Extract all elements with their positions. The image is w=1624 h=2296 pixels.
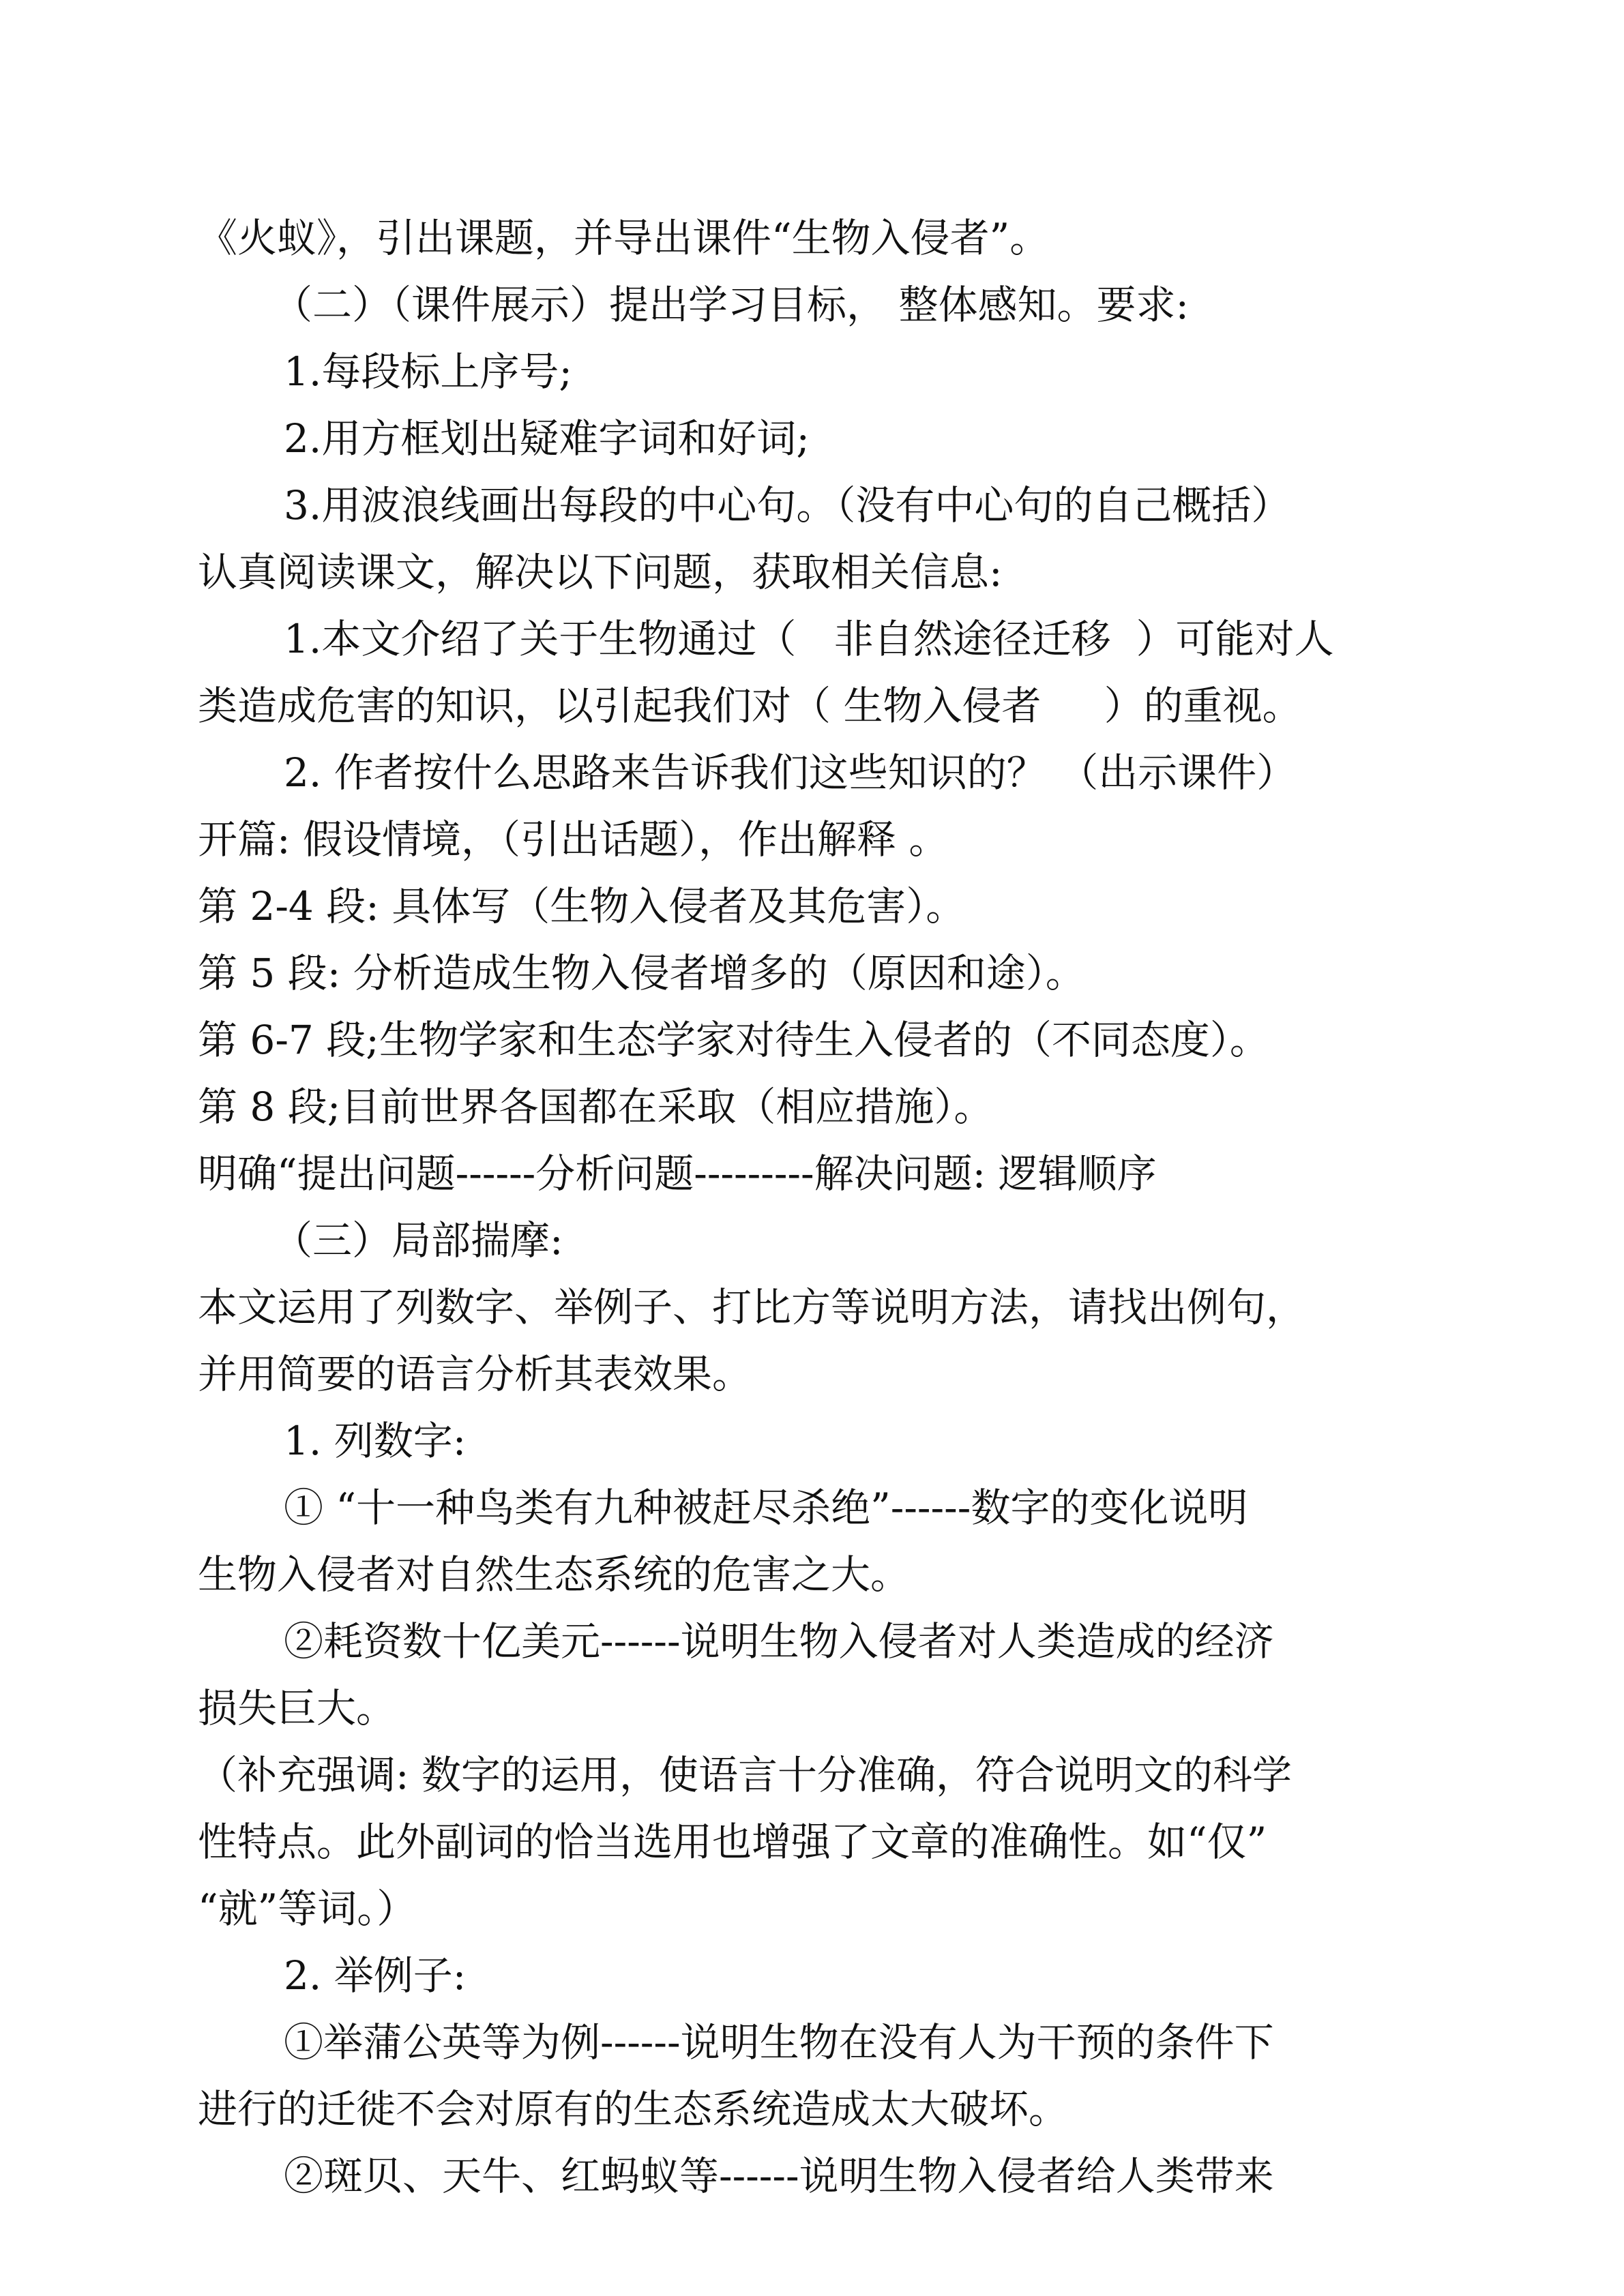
text-line: 1.每段标上序号; xyxy=(284,348,572,395)
text-line: 第 2-4 段: 具体写（生物入侵者及其危害）。 xyxy=(198,883,966,929)
text-line: 明确“提出问题------分析问题---------解决问题: 逻辑顺序 xyxy=(198,1150,1157,1197)
text-line: 类造成危害的知识，以引起我们对（ 生物入侵者 ）的重视。 xyxy=(198,683,1302,729)
text-line: 1. 列数字: xyxy=(284,1418,467,1464)
text-line: 认真阅读课文，解决以下问题，获取相关信息: xyxy=(198,549,1003,595)
text-line: 并用简要的语言分析其表效果。 xyxy=(198,1351,752,1397)
text-line: 2. 作者按什么思路来告诉我们这些知识的？ （出示课件） xyxy=(284,749,1297,796)
text-line: 开篇: 假设情境，（引出话题），作出解释 。 xyxy=(198,816,949,863)
text-line: 生物入侵者对自然生态系统的危害之大。 xyxy=(198,1551,911,1598)
text-line: 性特点。此外副词的恰当选用也增强了文章的准确性。如“仅” xyxy=(198,1819,1267,1865)
text-line: 2.用方框划出疑难字词和好词; xyxy=(284,415,810,462)
text-line: “就”等词。） xyxy=(198,1885,417,1932)
text-line: ②斑贝、天牛、红蚂蚁等------说明生物入侵者给人类带来 xyxy=(284,2153,1274,2199)
text-line: （三）局部揣摩: xyxy=(273,1217,563,1264)
document-body xyxy=(198,205,1460,2209)
text-line: 本文运用了列数字、举例子、打比方等说明方法，请找出例句， xyxy=(198,1284,1306,1330)
text-line: 第 6-7 段;生物学家和生态学家对待生入侵者的（不同态度）。 xyxy=(198,1017,1269,1063)
text-line: 第 5 段: 分析造成生物入侵者增多的（原因和途）。 xyxy=(198,950,1085,996)
text-line: 损失巨大。 xyxy=(198,1685,396,1731)
text-line: 进行的迁徙不会对原有的生态系统造成太大破坏。 xyxy=(198,2086,1069,2132)
text-line: 2. 举例子: xyxy=(284,1952,467,1999)
text-line: ① “十一种鸟类有九种被赶尽杀绝”------数字的变化说明 xyxy=(284,1485,1248,1531)
text-line: ①举蒲公英等为例------说明生物在没有人为干预的条件下 xyxy=(284,2019,1274,2066)
text-line: 《火蚁》，引出课题，并导出课件“生物入侵者”。 xyxy=(198,215,1050,261)
text-line: ②耗资数十亿美元------说明生物入侵者对人类造成的经济 xyxy=(284,1618,1274,1665)
text-line: 3.用波浪线画出每段的中心句。（没有中心句的自己概括） xyxy=(284,482,1291,528)
text-line: （二）（课件展示）提出学习目标， 整体感知。要求: xyxy=(273,282,1189,328)
text-line: 1.本文介绍了关于生物通过（ 非自然途径迁移 ）可能对人 xyxy=(284,616,1334,662)
text-line: （补充强调: 数字的运用，使语言十分准确，符合说明文的科学 xyxy=(198,1752,1292,1798)
text-line: 第 8 段;目前世界各国都在采取（相应措施）。 xyxy=(198,1084,994,1130)
